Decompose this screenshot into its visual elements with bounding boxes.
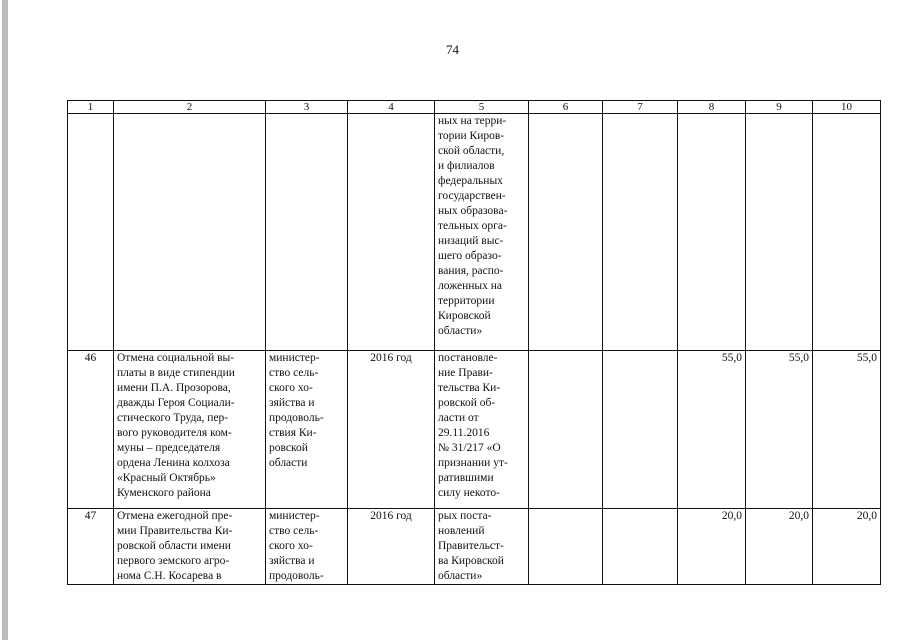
header-cell-9: 9 — [746, 101, 813, 114]
continuation-document-cell: ных на терри- тории Киров- ской области, и филиалов федеральных государствен- ных образова- тельных орга- низаций выс- шего образо- вания, распо- ложенных на территории Кировской области» — [435, 114, 529, 351]
executor-cell: министер- ство сель- ского хо- зяйства и продоволь- ствия Ки- ровской области — [266, 351, 348, 509]
col9-value: 55,0 — [746, 351, 813, 509]
executor-cell: министер- ство сель- ского хо- зяйства и продоволь- — [266, 509, 348, 585]
year-cell: 2016 год — [348, 351, 435, 509]
data-table — [67, 100, 881, 585]
table-row — [68, 351, 881, 509]
row-number: 47 — [68, 509, 114, 585]
col7-cell — [603, 509, 678, 585]
header-cell-3: 3 — [266, 101, 348, 114]
table-row — [68, 509, 881, 585]
row-number: 46 — [68, 351, 114, 509]
header-cell-8: 8 — [678, 101, 746, 114]
header-cell-2: 2 — [114, 101, 266, 114]
col9-value: 20,0 — [746, 509, 813, 585]
continuation-row — [68, 114, 881, 351]
header-cell-4: 4 — [348, 101, 435, 114]
col10-value: 55,0 — [813, 351, 881, 509]
col6-cell — [529, 509, 603, 585]
year-cell: 2016 год — [348, 509, 435, 585]
col7-cell — [603, 351, 678, 509]
col8-value: 55,0 — [678, 351, 746, 509]
header-row — [68, 101, 881, 114]
header-cell-6: 6 — [529, 101, 603, 114]
col8-value: 20,0 — [678, 509, 746, 585]
col10-value: 20,0 — [813, 509, 881, 585]
measure-name-cell: Отмена социальной вы- платы в виде стипендии имени П.А. Прозорова, дважды Героя Социали- стического Труда, пер- вого руководителя ком- муны – председателя ордена Ленина колхоза «Красный Октябрь» Куменского района — [114, 351, 266, 509]
page-number: 74 — [446, 42, 459, 57]
header-cell-1: 1 — [68, 101, 114, 114]
col6-cell — [529, 351, 603, 509]
measure-name-cell: Отмена ежегодной пре- мии Правительства Ки- ровской области имени первого земского агро- нома С.Н. Косарева в — [114, 509, 266, 585]
document-cell: рых поста- новлений Правительст- ва Кировской области» — [435, 509, 529, 585]
scan-edge-bar — [2, 0, 8, 640]
header-cell-7: 7 — [603, 101, 678, 114]
document-cell: постановле- ние Прави- тельства Ки- ровской об- ласти от 29.11.2016 № 31/217 «О признании ут- ратившими силу некото- — [435, 351, 529, 509]
header-cell-5: 5 — [435, 101, 529, 114]
header-cell-10: 10 — [813, 101, 881, 114]
